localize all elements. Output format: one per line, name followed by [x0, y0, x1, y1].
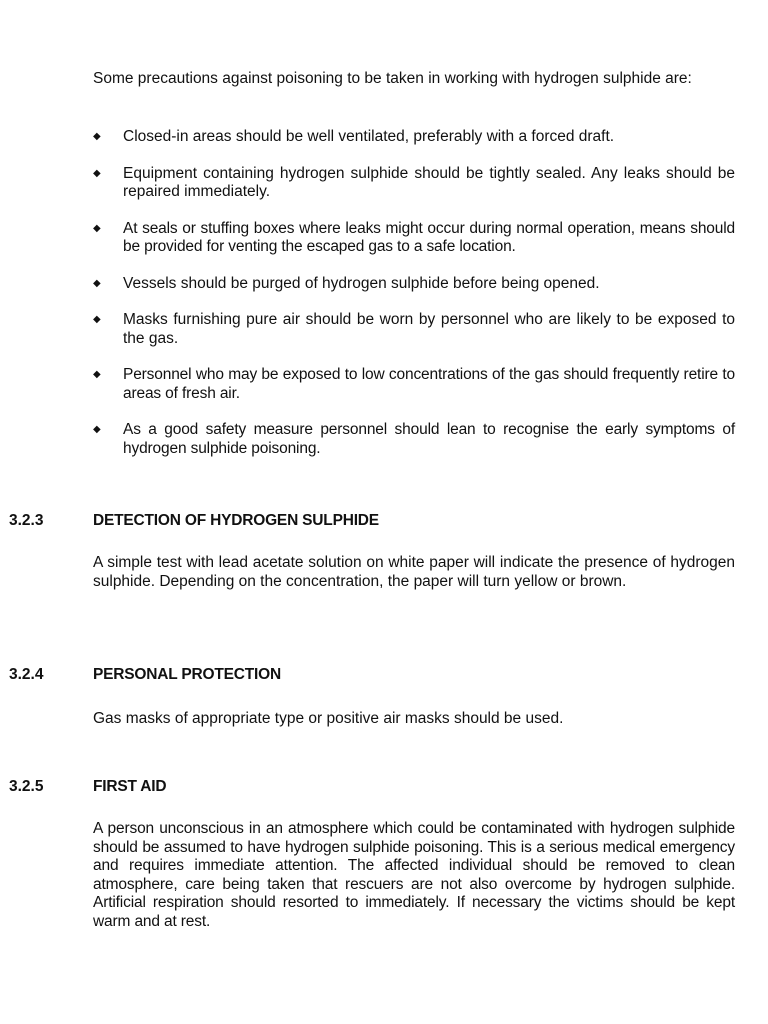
bullet-icon: ◆ — [93, 167, 101, 179]
list-item-text: Personnel who may be exposed to low concentrations of the gas should frequently retire to areas of fresh air. — [123, 366, 735, 402]
section-title-personal-protection: PERSONAL PROTECTION — [93, 666, 281, 683]
list-item — [93, 366, 735, 403]
list-item — [93, 128, 735, 147]
section-body-detection: A simple test with lead acetate solution on white paper will indicate the presence of hydrogen sulphide. Depending on the concentration, the paper will turn yellow or brown. — [93, 554, 735, 590]
list-item — [93, 275, 735, 294]
bullet-icon: ◆ — [93, 131, 101, 142]
intro-paragraph: Some precautions against poisoning to be taken in working with hydrogen sulphide are: — [93, 70, 692, 87]
list-item — [93, 165, 735, 202]
list-item-text: As a good safety measure personnel should lean to recognise the early symptoms of hydrogen sulphide poisoning. — [123, 421, 735, 457]
bullet-icon: ◆ — [93, 277, 101, 289]
list-item — [93, 421, 735, 458]
list-item-text: Masks furnishing pure air should be worn by personnel who are likely to be exposed to the gas. — [123, 311, 735, 347]
list-item-text: At seals or stuffing boxes where leaks might occur during normal operation, means should be provided for venting the escaped gas to a safe location. — [123, 219, 735, 255]
precautions-list — [93, 128, 735, 476]
list-item — [93, 220, 735, 257]
section-number: 3.2.4 — [9, 666, 44, 683]
list-item — [93, 311, 735, 348]
section-title-first-aid: FIRST AID — [93, 778, 167, 795]
list-item-text: Closed-in areas should be well ventilated, preferably with a forced draft. — [123, 128, 615, 145]
section-body-personal-protection: Gas masks of appropriate type or positive air masks should be used. — [93, 710, 564, 727]
section-body-first-aid: A person unconscious in an atmosphere which could be contaminated with hydrogen sulphide should be assumed to have hydrogen sulphide poisoning. This is a serious medical emergency and requires immediate attention. The affected individual should be removed to clean atmosphere, care being taken that rescuers are not also overcome by hydrogen sulphide. Artificial respiration should resorted to immediately. If necessary the victims should be kept warm and at rest. — [93, 820, 735, 930]
section-number: 3.2.3 — [9, 512, 44, 529]
bullet-icon: ◆ — [93, 424, 101, 435]
list-item-text: Equipment containing hydrogen sulphide should be tightly sealed. Any leaks should be repaired immediately. — [123, 164, 735, 200]
bullet-icon: ◆ — [93, 314, 101, 325]
bullet-icon: ◆ — [93, 222, 101, 234]
bullet-icon: ◆ — [93, 369, 101, 380]
list-item-text: Vessels should be purged of hydrogen sulphide before being opened. — [123, 274, 600, 292]
section-number: 3.2.5 — [9, 778, 44, 795]
section-title-detection: DETECTION OF HYDROGEN SULPHIDE — [93, 512, 379, 529]
